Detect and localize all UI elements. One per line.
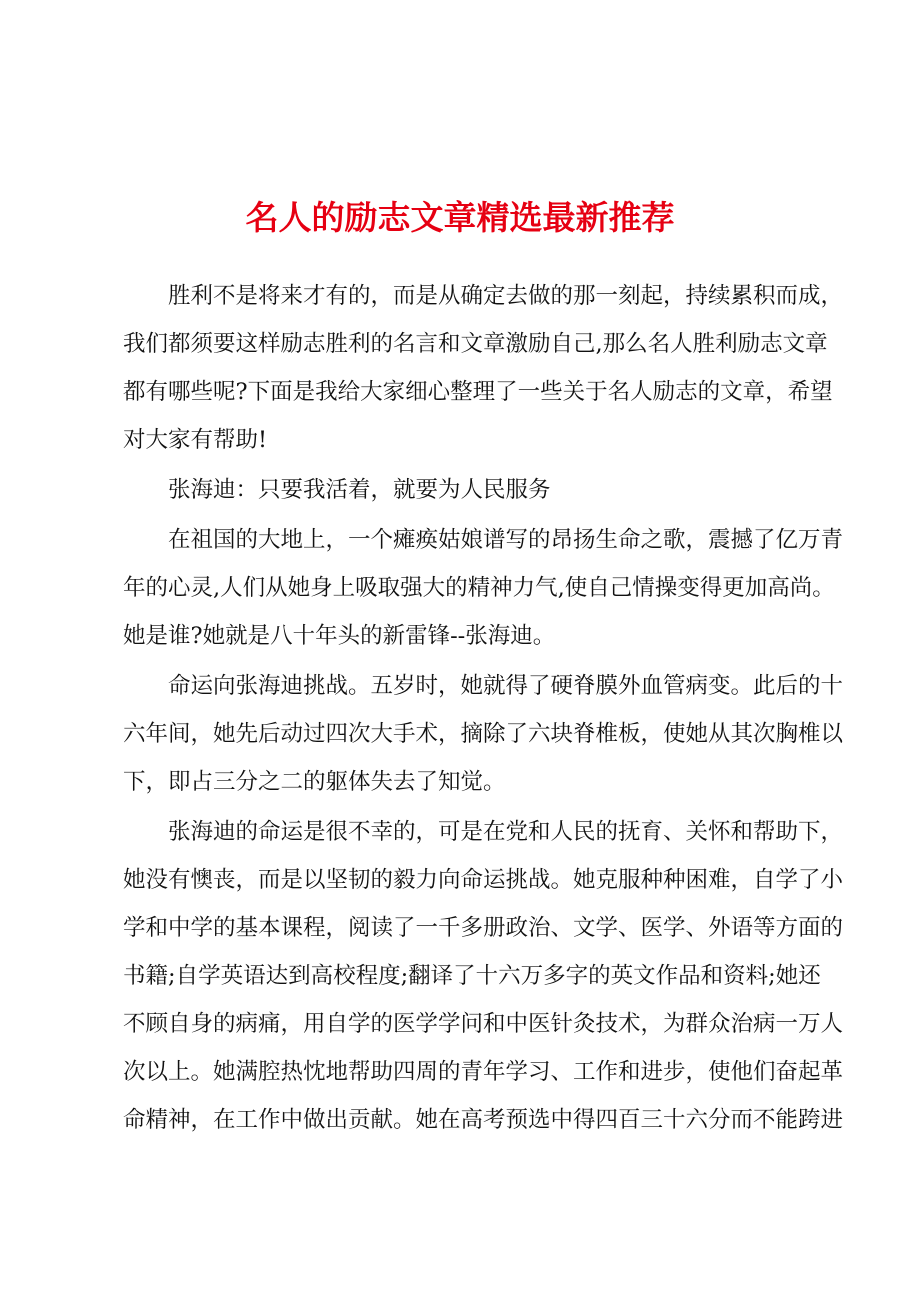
text-line: 下，即占三分之二的躯体失去了知觉。 xyxy=(123,769,506,795)
document-body xyxy=(123,272,844,1146)
text-line: 次以上。她满腔热忱地帮助四周的青年学习、工作和进步，使他们奋起革 xyxy=(123,1059,844,1085)
text-line: 我们都须要这样励志胜利的名言和文章激励自己,那么名人胜利励志文章 xyxy=(123,331,828,357)
paragraph xyxy=(123,516,844,660)
text-line: 六年间，她先后动过四次大手术，摘除了六块脊椎板，使她从其次胸椎以 xyxy=(123,721,844,747)
text-line: 胜利不是将来才有的，而是从确定去做的那一刻起，持续累积而成， xyxy=(168,283,844,309)
paragraph xyxy=(123,272,844,464)
text-line: 年的心灵,人们从她身上吸取强大的精神力气,使自己情操变得更加高尚。 xyxy=(123,575,835,601)
text-line: 张海迪：只要我活着，就要为人民服务 xyxy=(168,477,551,503)
text-line: 学和中学的基本课程，阅读了一千多册政治、文学、医学、外语等方面的 xyxy=(123,915,844,941)
paragraph xyxy=(123,662,844,806)
document-title: 名人的励志文章精选最新推荐 xyxy=(245,198,675,237)
text-line: 不顾自身的病痛，用自学的医学学问和中医针灸技术，为群众治病一万人 xyxy=(123,1011,844,1037)
text-line: 命运向张海迪挑战。五岁时，她就得了硬脊膜外血管病变。此后的十 xyxy=(168,673,844,699)
paragraph xyxy=(123,808,844,1144)
text-line: 书籍;自学英语达到高校程度;翻译了十六万多字的英文作品和资料;她还 xyxy=(123,963,821,989)
text-line: 在祖国的大地上，一个瘫痪姑娘谱写的昂扬生命之歌，震撼了亿万青 xyxy=(168,527,844,553)
text-line: 都有哪些呢?下面是我给大家细心整理了一些关于名人励志的文章，希望 xyxy=(123,379,833,405)
text-line: 对大家有帮助! xyxy=(123,427,268,453)
text-line: 她没有懊丧，而是以坚韧的毅力向命运挑战。她克服种种困难，自学了小 xyxy=(123,867,844,893)
text-line: 她是谁?她就是八十年头的新雷锋--张海迪。 xyxy=(123,623,556,649)
text-line: 张海迪的命运是很不幸的，可是在党和人民的抚育、关怀和帮助下， xyxy=(168,819,844,845)
paragraph xyxy=(123,466,823,514)
text-line: 命精神，在工作中做出贡献。她在高考预选中得四百三十六分而不能跨进 xyxy=(123,1107,844,1133)
